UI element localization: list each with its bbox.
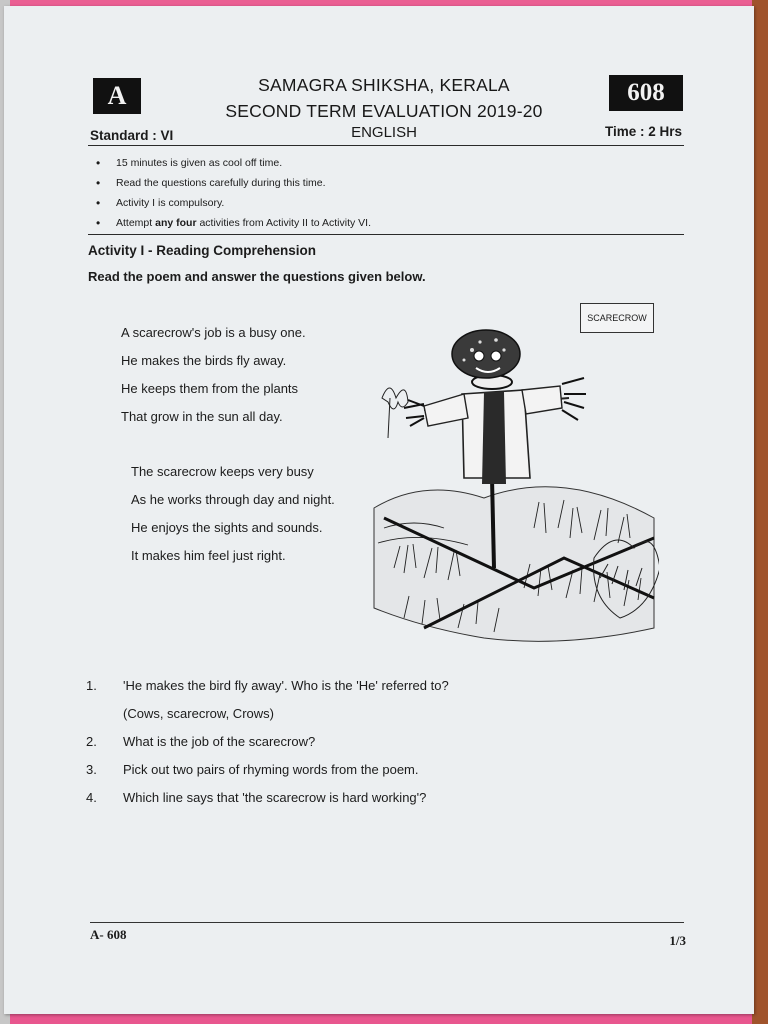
activity-instruction: Read the poem and answer the questions given below. bbox=[88, 269, 426, 284]
subject-title: ENGLISH bbox=[351, 124, 417, 141]
exam-paper bbox=[4, 6, 754, 1014]
set-letter-badge: A bbox=[93, 78, 141, 114]
instructions-list bbox=[96, 153, 371, 233]
exam-title: SECOND TERM EVALUATION 2019-20 bbox=[225, 101, 543, 121]
poem-stanza-1 bbox=[121, 319, 306, 431]
question-number: 4. bbox=[86, 790, 97, 805]
header-divider bbox=[88, 145, 684, 146]
question-number: 3. bbox=[86, 762, 97, 777]
instruction-item: • Attempt any four activities from Activity II to Activity VI. bbox=[96, 213, 371, 233]
activity-title: Activity I - Reading Comprehension bbox=[88, 243, 317, 258]
poem-line: A scarecrow's job is a busy one. bbox=[121, 325, 306, 340]
page-number: 1/3 bbox=[669, 933, 686, 948]
instructions-divider bbox=[88, 234, 684, 235]
poem-line: He keeps them from the plants bbox=[121, 381, 299, 396]
poem-line: It makes him feel just right. bbox=[131, 548, 286, 563]
question-text: (Cows, scarecrow, Crows) bbox=[123, 706, 274, 721]
question-text: What is the job of the scarecrow? bbox=[123, 734, 316, 749]
poem-line: The scarecrow keeps very busy bbox=[131, 464, 314, 479]
paper-code-badge: 608 bbox=[609, 75, 683, 111]
instruction-item: • Activity I is compulsory. bbox=[96, 193, 371, 213]
instruction-item: • 15 minutes is given as cool off time. bbox=[96, 153, 371, 173]
poem-line: As he works through day and night. bbox=[131, 492, 335, 507]
standard-label: Standard : VI bbox=[90, 128, 174, 143]
question-number: 2. bbox=[86, 734, 97, 749]
time-label: Time : 2 Hrs bbox=[604, 124, 682, 139]
instruction-item: • Read the questions carefully during this time. bbox=[96, 173, 371, 193]
poem-stanza-2 bbox=[131, 458, 335, 570]
poem-line: He enjoys the sights and sounds. bbox=[131, 520, 323, 535]
question-text: Which line says that 'the scarecrow is hard working'? bbox=[123, 790, 427, 805]
scarecrow-label-box: SCARECROW bbox=[580, 303, 654, 333]
scarecrow-illustration-icon bbox=[364, 328, 659, 653]
footer-paper-code: A- 608 bbox=[90, 927, 127, 942]
question-number: 1. bbox=[86, 678, 97, 693]
footer-divider bbox=[90, 922, 684, 923]
question-text: Pick out two pairs of rhyming words from the poem. bbox=[123, 762, 419, 777]
poem-line: He makes the birds fly away. bbox=[121, 353, 287, 368]
organization-title: SAMAGRA SHIKSHA, KERALA bbox=[258, 75, 510, 95]
question-text: 'He makes the bird fly away'. Who is the 'He' referred to? bbox=[123, 678, 449, 693]
table-edge-right bbox=[752, 0, 768, 1024]
poem-line: That grow in the sun all day. bbox=[121, 409, 283, 424]
